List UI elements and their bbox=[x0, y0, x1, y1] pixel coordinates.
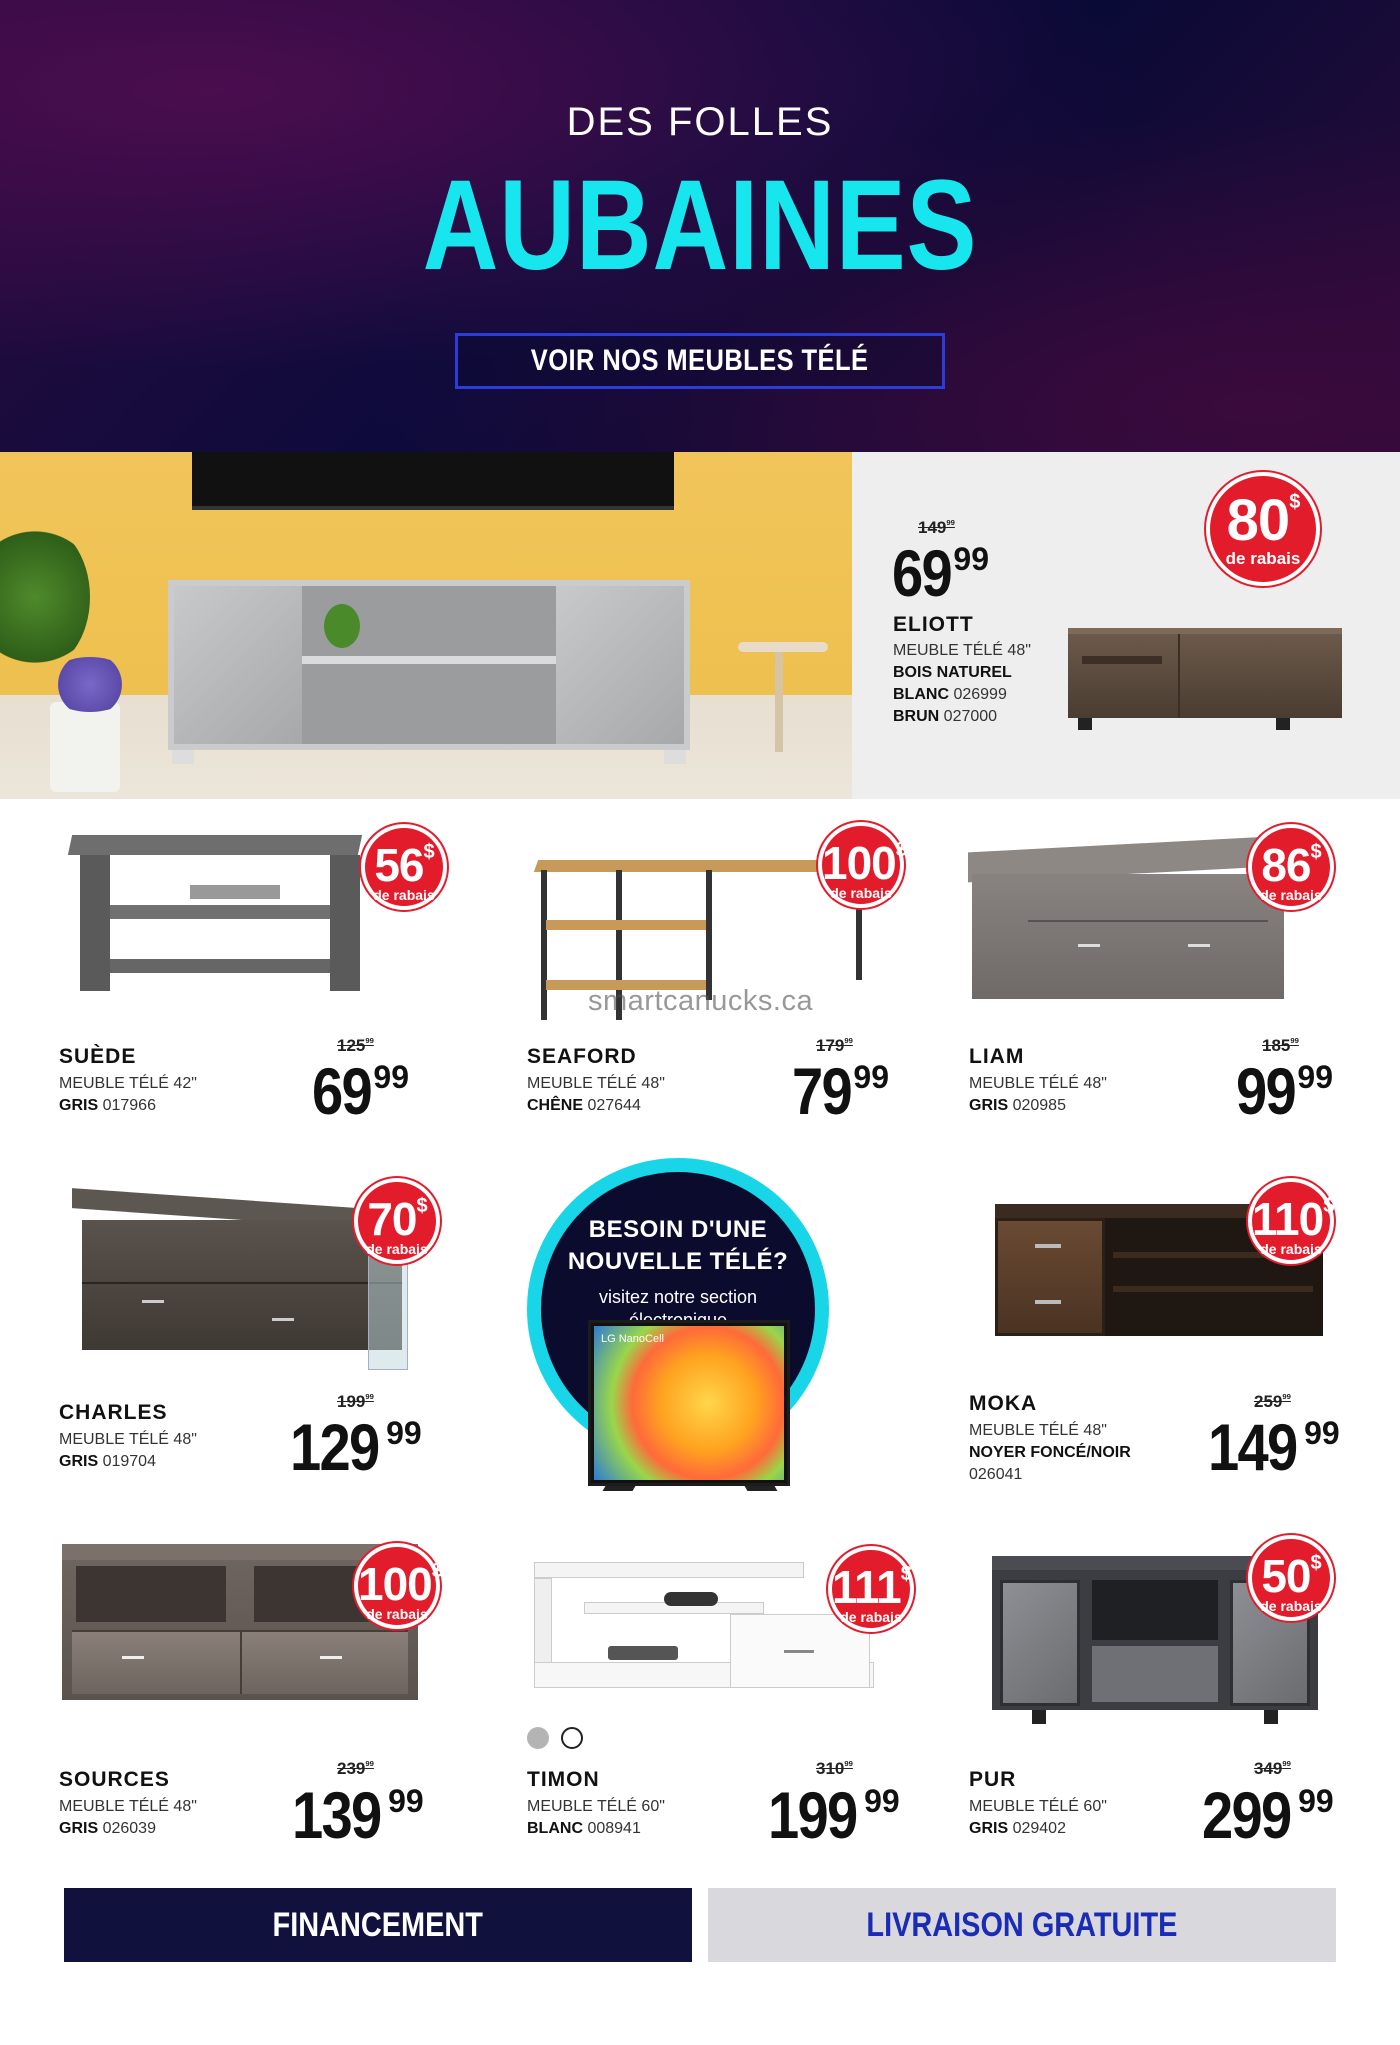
view-tv-stands-button[interactable] bbox=[455, 333, 945, 389]
promo-subtext: visitez notre section bbox=[598, 1287, 758, 1307]
tv-image bbox=[588, 1320, 790, 1486]
color-swatch-gray[interactable] bbox=[527, 1727, 549, 1749]
stand-leg bbox=[1276, 718, 1290, 730]
stand-leg bbox=[172, 750, 194, 764]
product-name: LIAM bbox=[969, 1045, 1025, 1068]
timon-product-image bbox=[534, 1562, 874, 1712]
product-desc: MEUBLE TÉLÉ 42" GRIS 017966 bbox=[59, 1075, 197, 1114]
discount-badge: 110$ de rabais bbox=[1248, 1178, 1334, 1264]
plant-decor bbox=[0, 522, 90, 672]
old-price: $185^{99}$ bbox=[1262, 1036, 1299, 1055]
product-name: SUÈDE bbox=[59, 1045, 137, 1068]
stand-leg bbox=[664, 750, 686, 764]
old-price: $125^{99}$ bbox=[337, 1036, 374, 1055]
price: 6999 bbox=[312, 1054, 410, 1128]
delivery-label: LIVRAISON GRATUITE bbox=[866, 1906, 1178, 1944]
old-price: $199^{99}$ bbox=[337, 1392, 374, 1411]
product-name: MOKA bbox=[969, 1392, 1038, 1415]
price: 7999 bbox=[792, 1054, 890, 1128]
old-price: $259^{99}$ bbox=[1254, 1392, 1291, 1411]
product-name: PUR bbox=[969, 1768, 1017, 1791]
product-desc: MEUBLE TÉLÉ 48" GRIS 026039 bbox=[59, 1798, 197, 1837]
product-desc: MEUBLE TÉLÉ 48" GRIS 020985 bbox=[969, 1075, 1107, 1114]
old-price: $239^{99}$ bbox=[337, 1759, 374, 1778]
discount-badge: 100$ de rabais bbox=[818, 822, 904, 908]
financing-button[interactable] bbox=[64, 1888, 692, 1962]
product-name: SOURCES bbox=[59, 1768, 170, 1791]
flowers-decor bbox=[45, 657, 135, 712]
product-desc: MEUBLE TÉLÉ 48" CHÊNE 027644 bbox=[527, 1075, 665, 1114]
featured-name: ELIOTT bbox=[893, 613, 974, 636]
old-price: $179^{99}$ bbox=[816, 1036, 853, 1055]
liam-product-image bbox=[968, 844, 1288, 1014]
product-name: TIMON bbox=[527, 1768, 600, 1791]
color-swatch-white[interactable] bbox=[561, 1727, 583, 1749]
featured-discount-badge: 80$ de rabais bbox=[1206, 472, 1320, 586]
featured-lifestyle-image bbox=[0, 452, 852, 799]
hero-subtitle: DES FOLLES bbox=[566, 100, 834, 144]
discount-badge: 50$ de rabais bbox=[1248, 1535, 1334, 1621]
price: 139 99 bbox=[292, 1778, 424, 1852]
price: 129 99 bbox=[290, 1410, 422, 1484]
product-name: CHARLES bbox=[59, 1401, 168, 1424]
watermark: smartcanucks.ca bbox=[588, 985, 814, 1017]
tv-on-wall bbox=[192, 452, 674, 510]
suede-product-image bbox=[70, 835, 360, 991]
tv-foot bbox=[745, 1486, 778, 1491]
price: 199 99 bbox=[768, 1778, 900, 1852]
featured-desc: MEUBLE TÉLÉ 48" BOIS NATUREL BLANC 026999 BRUN 027000 bbox=[893, 642, 1031, 725]
tv-foot bbox=[603, 1486, 636, 1491]
vase-decor bbox=[50, 702, 120, 792]
eliott-product-image bbox=[1068, 628, 1342, 718]
tv-stand-cabinet bbox=[168, 580, 690, 750]
product-desc: MEUBLE TÉLÉ 60" GRIS 029402 bbox=[969, 1798, 1107, 1837]
price: 9999 bbox=[1236, 1054, 1334, 1128]
product-desc: MEUBLE TÉLÉ 48" GRIS 019704 bbox=[59, 1431, 197, 1470]
tv-brand: LG NanoCell bbox=[601, 1333, 664, 1345]
free-delivery-button[interactable] bbox=[708, 1888, 1336, 1962]
old-price: $310^{99}$ bbox=[816, 1759, 853, 1778]
discount-badge: 56$ de rabais bbox=[361, 824, 447, 910]
side-table bbox=[738, 642, 828, 652]
cta-label: VOIR NOS MEUBLES TÉLÉ bbox=[531, 344, 869, 377]
featured-price: 6999 bbox=[892, 536, 990, 610]
product-desc: MEUBLE TÉLÉ 48" NOYER FONCÉ/NOIR 026041 bbox=[969, 1422, 1131, 1483]
old-price: $349^{99}$ bbox=[1254, 1759, 1291, 1778]
featured-old-price: $149^{99}$ bbox=[918, 518, 955, 537]
financing-label: FINANCEMENT bbox=[272, 1906, 484, 1944]
discount-badge: 70$ de rabais bbox=[354, 1178, 440, 1264]
discount-badge: 100$ de rabais bbox=[354, 1543, 440, 1629]
side-table-leg bbox=[775, 652, 783, 752]
price: 149 99 bbox=[1208, 1410, 1340, 1484]
hero-banner bbox=[0, 0, 1400, 452]
promo-heading: BESOIN D'UNE NOUVELLE TÉLÉ? bbox=[567, 1216, 789, 1275]
product-desc: MEUBLE TÉLÉ 60" BLANC 008941 bbox=[527, 1798, 665, 1837]
discount-badge: 111$ de rabais bbox=[828, 1546, 914, 1632]
price: 299 99 bbox=[1202, 1778, 1334, 1852]
hero-title: AUBAINES bbox=[422, 154, 978, 297]
discount-badge: 86$ de rabais bbox=[1248, 824, 1334, 910]
featured-product-panel bbox=[852, 452, 1400, 799]
stand-leg bbox=[1078, 718, 1092, 730]
product-name: SEAFORD bbox=[527, 1045, 637, 1068]
